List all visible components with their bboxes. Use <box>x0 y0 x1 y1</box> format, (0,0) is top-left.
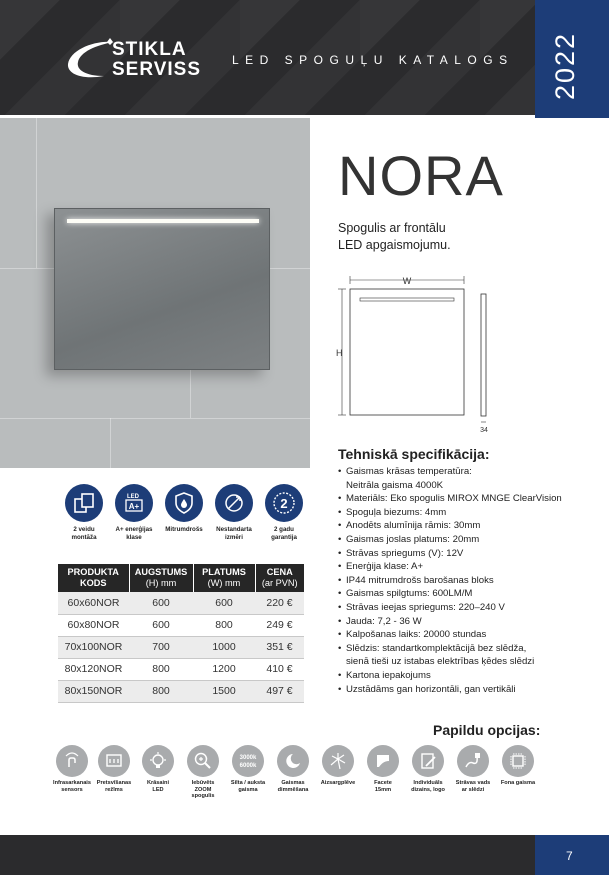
feature-mounting: 2 veidu montāža <box>58 484 110 541</box>
option-infrared-sensor: Infrasarkanais sensors <box>52 745 92 793</box>
page-number: 7 <box>566 849 573 863</box>
color-led-icon <box>148 751 168 771</box>
header-width: PLATUMS (W) mm <box>193 564 255 592</box>
product-subtitle <box>338 220 451 254</box>
spec-item: • Kartona iepakojums <box>338 669 598 683</box>
cell-price: 220 € <box>255 592 304 614</box>
product-photo <box>0 118 310 468</box>
spec-item: • Enerģija klase: A+ <box>338 560 598 574</box>
spec-item: • Gaismas krāsas temperatūra: Neitrāla gaisma 4000K <box>338 465 598 492</box>
cell-height: 800 <box>129 680 193 702</box>
side-profile <box>481 294 486 416</box>
table-row <box>58 680 304 702</box>
mirror-outline <box>350 289 464 415</box>
cell-width: 800 <box>193 614 255 636</box>
table-row <box>58 636 304 658</box>
cell-width: 1500 <box>193 680 255 702</box>
warranty-icon <box>271 490 297 516</box>
svg-text:A+: A+ <box>128 502 140 511</box>
product-name: NORA <box>338 144 504 207</box>
facet-icon <box>373 751 393 771</box>
options-row <box>52 745 542 805</box>
wall-cable-icon <box>463 751 483 771</box>
depth-label: 34 <box>480 427 488 434</box>
cell-code: 60x60NOR <box>58 592 129 614</box>
feature-custom-size: Nestandarta izmēri <box>208 484 260 541</box>
moisture-shield-icon <box>172 491 196 515</box>
spec-item: • Jauda: 7,2 - 36 W <box>338 615 598 629</box>
spec-item: • Gaismas spilgtums: 600LM/M <box>338 587 598 601</box>
spec-item: • Uzstādāms gan horizontāli, gan vertikāli <box>338 683 598 697</box>
spec-item: • IP44 mitrumdrošs barošanas bloks <box>338 574 598 588</box>
cell-height: 700 <box>129 636 193 658</box>
subtitle-line-2: LED apgaismojumu. <box>338 238 451 252</box>
logo-word-2: SERVISS <box>112 59 202 80</box>
spec-item: • Strāvas ieejas spriegums: 220–240 V <box>338 601 598 615</box>
spec-item: • Anodēts alumīnija rāmis: 30mm <box>338 519 598 533</box>
option-protective-film: Aizsargplēve <box>318 745 358 787</box>
feature-warranty: 2 2 gadu garantija <box>258 484 310 541</box>
spec-item: • Slēdzis: standartkomplektācijā bez slēdža, sienā tieši uz istabas elektrības ķēdes slēdzi <box>338 642 598 669</box>
logo-word-1: STIKLA <box>112 39 187 60</box>
cell-code: 60x80NOR <box>58 614 129 636</box>
option-dimming: Gaismas dimmēšana <box>273 745 313 793</box>
cell-price: 497 € <box>255 680 304 702</box>
option-zoom-mirror: Iebūvēts ZOOM spogulis <box>183 745 223 800</box>
svg-text:3000k: 3000k <box>239 755 257 761</box>
height-label: H <box>336 348 343 358</box>
feature-moisture-proof: Mitrumdrošs <box>158 484 210 534</box>
dimming-icon <box>283 751 303 771</box>
catalog-title: LED SPOGUĻU KATALOGS <box>232 53 514 67</box>
table-header-row <box>58 564 304 592</box>
option-color-temperature: 3000k 6000k Silta / auksta gaisma <box>228 745 268 793</box>
cell-code: 80x120NOR <box>58 658 129 680</box>
table-row <box>58 592 304 614</box>
cell-height: 800 <box>129 658 193 680</box>
option-cable-switch: Strāvas vads ar slēdzi <box>453 745 493 793</box>
mirror-illustration <box>54 208 270 370</box>
background-light-icon <box>508 751 528 771</box>
option-anti-fog: Pretsvīšanas režīms <box>94 745 134 793</box>
cell-width: 1200 <box>193 658 255 680</box>
spec-item: • Materiāls: Eko spogulis MIROX MNGE ClearVision <box>338 492 598 506</box>
table-row <box>58 658 304 680</box>
zoom-mirror-icon <box>193 751 213 771</box>
footer-bar <box>0 835 535 875</box>
header-price: CENA (ar PVN) <box>255 564 304 592</box>
options-heading: Papildu opcijas: <box>433 722 541 738</box>
option-color-led: Krāsaini LED <box>138 745 178 793</box>
dimension-drawing <box>332 272 502 440</box>
option-background-light: Fona gaisma <box>498 745 538 787</box>
cell-height: 600 <box>129 592 193 614</box>
custom-size-icon <box>222 491 246 515</box>
option-facet: Facete 15mm <box>363 745 403 793</box>
feature-energy-class: LED A+ A+ enerģijas klase <box>108 484 160 541</box>
header-bar <box>0 0 535 115</box>
spec-item: • Kalpošanas laiks: 20000 stundas <box>338 628 598 642</box>
cell-code: 70x100NOR <box>58 636 129 658</box>
infrared-sensor-icon <box>62 751 82 771</box>
cell-price: 249 € <box>255 614 304 636</box>
cell-width: 1000 <box>193 636 255 658</box>
led-strip-outline <box>360 298 454 301</box>
cell-height: 600 <box>129 614 193 636</box>
feature-icons <box>58 484 310 554</box>
custom-design-icon <box>418 751 438 771</box>
svg-text:LED: LED <box>127 494 139 500</box>
width-label: W <box>402 276 412 286</box>
cell-code: 80x150NOR <box>58 680 129 702</box>
spec-item: • Spoguļa biezums: 4mm <box>338 506 598 520</box>
color-temperature-icon <box>236 750 260 772</box>
spec-item: • Strāvas spriegums (V): 12V <box>338 547 598 561</box>
spec-list <box>338 465 598 696</box>
spec-heading: Tehniskā specifikācija: <box>338 446 490 462</box>
cell-price: 351 € <box>255 636 304 658</box>
catalog-year: 2022 <box>550 31 580 100</box>
wall-mount-icon <box>72 491 96 515</box>
option-custom-design: Individuāls dizains, logo <box>408 745 448 793</box>
led-strip <box>67 219 259 223</box>
brand-logo <box>64 36 204 84</box>
spec-item: • Gaismas joslas platums: 20mm <box>338 533 598 547</box>
header-code: PRODUKTA KODS <box>58 564 129 592</box>
svg-text:2: 2 <box>280 496 288 511</box>
price-table <box>58 564 304 703</box>
shatterproof-film-icon <box>328 751 348 771</box>
cell-price: 410 € <box>255 658 304 680</box>
svg-text:6000k: 6000k <box>239 763 257 769</box>
subtitle-line-1: Spogulis ar frontālu <box>338 221 446 235</box>
energy-class-icon <box>121 490 147 516</box>
table-row <box>58 614 304 636</box>
anti-fog-icon <box>104 751 124 771</box>
cell-width: 600 <box>193 592 255 614</box>
header-height: AUGSTUMS (H) mm <box>129 564 193 592</box>
